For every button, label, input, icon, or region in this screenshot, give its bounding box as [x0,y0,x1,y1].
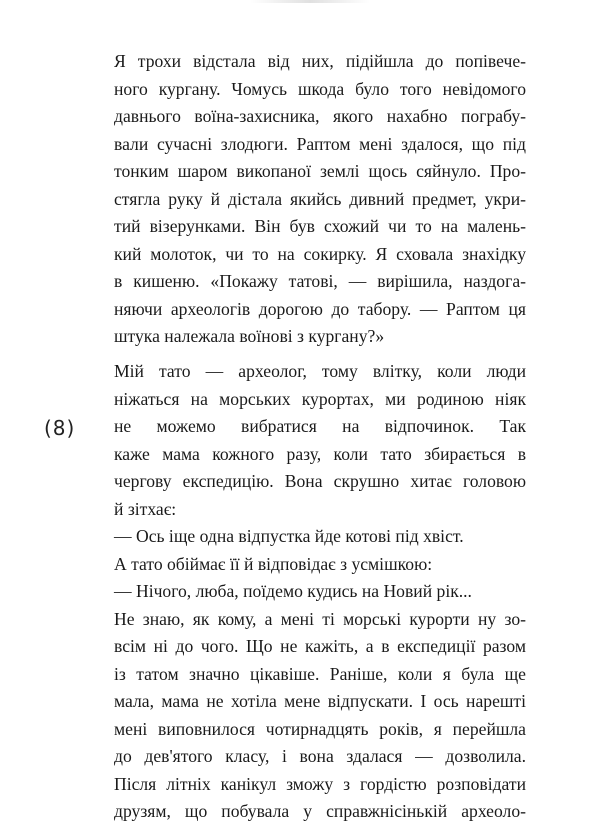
page-number-marker: (8) [44,416,76,440]
text-line: чергову експедицію. Вона скрушно хитає головою [114,471,526,491]
text-line: стягла руку й дістала якийсь дивний предмет, укри- [114,188,526,209]
text-line: й зітхає: [114,498,177,519]
text-line: вали сучасні злодюги. Раптом мені здалося, що під [114,133,526,154]
dialogue-line: — Ось іще одна відпустка йде котові під хвіст. [114,526,464,546]
paragraph-1 [114,48,526,351]
paragraph-2 [114,358,526,826]
text-line: тонким шаром викопаної землі щось сяйнуло. Про- [114,161,526,181]
top-edge-mark [250,0,370,3]
text-line: не можемо вибратися на відпочинок. Так [114,416,526,436]
text-line: всім ні до чого. Що не кажіть, а в експедиції разом [114,636,526,656]
text-line: штука належала воїнові з кургану?» [114,326,385,346]
text-line: ного кургану. Чомусь шкода було того невідомого [114,78,526,99]
text-line: із татом значно цікавіше. Раніше, коли я була ще [114,663,526,684]
text-line: в кишеню. «Покажу татові, — вирішила, наздога- [114,271,526,291]
text-line: няючи археологів дорогою до табору. — Раптом ця [114,298,526,319]
dialogue-line: — Нічого, люба, поїдемо кудись на Новий рік... [114,581,472,601]
text-line: до дев'ятого класу, і вона здалася — дозволила. [114,746,526,766]
text-line: мала, мама не хотіла мене відпускати. І ось нарешті [114,691,526,711]
text-line: каже мама кожного разу, коли тато збирається в [114,443,526,464]
text-line: друзям, що побувала у справжнісінькій археоло- [114,801,526,821]
text-line: давнього воїна-захисника, якого нахабно пограбу- [114,106,526,126]
text-line: тий візерунками. Він був схожий чи то на малень- [114,216,526,236]
text-line: ніжаться на морських курортах, ми родиною ніяк [114,388,526,409]
text-line: Я трохи відстала від них, підійшла до попівече- [114,51,526,71]
text-line: А тато обіймає її й відповідає з усмішкою: [114,553,433,574]
text-line: Не знаю, як кому, а мені ті морські курорти ну зо- [114,608,526,629]
text-line: Після літніх канікул зможу з гордістю розповідати [114,773,526,794]
text-line: Мій тато — археолог, тому влітку, коли люди [114,361,526,381]
text-line: кий молоток, чи то на сокирку. Я сховала знахідку [114,243,526,264]
text-line: мені виповнилося чотирнадцять років, я перейшла [114,718,526,739]
